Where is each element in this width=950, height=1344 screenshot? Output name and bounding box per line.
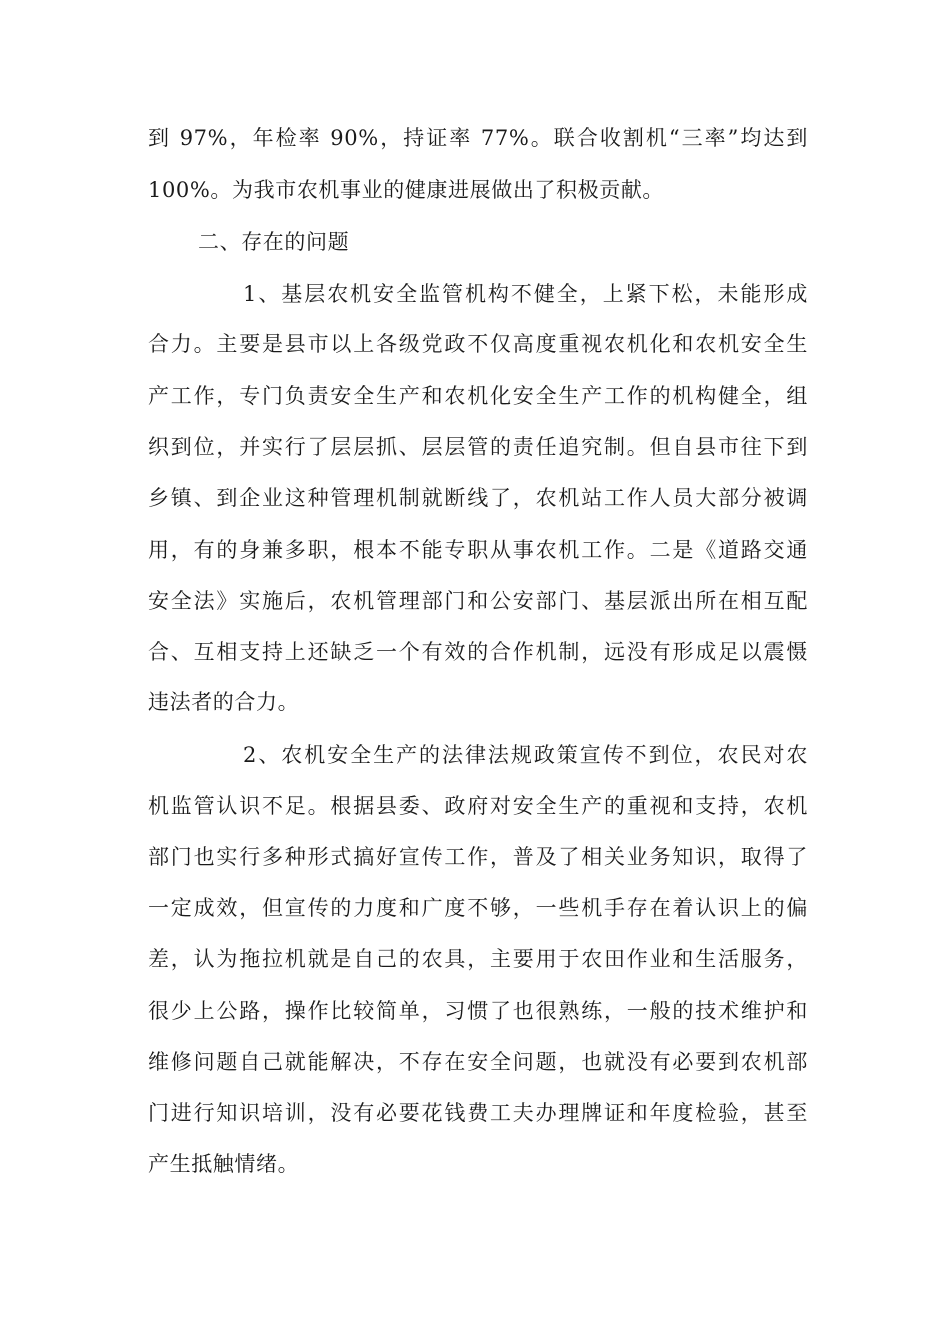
problem-1-line-2: 合力。主要是县市以上各级党政不仅高度重视农机化和农机安全生 — [148, 332, 808, 356]
intro-line-2: 100%。为我市农机事业的健康进展做出了积极贡献。 — [148, 178, 665, 202]
problem-2-line-8: 门进行知识培训，没有必要花钱费工夫办理牌证和年度检验，甚至 — [148, 1101, 808, 1125]
problem-1-line-5: 乡镇、到企业这种管理机制就断线了，农机站工作人员大部分被调 — [148, 486, 808, 510]
problem-2-line-7: 维修问题自己就能解决，不存在安全问题，也就没有必要到农机部 — [148, 1050, 808, 1074]
problem-1-line-3: 产工作，专门负责安全生产和农机化安全生产工作的机构健全，组 — [148, 384, 808, 408]
problem-2-line-6: 很少上公路，操作比较简单，习惯了也很熟练，一般的技术维护和 — [148, 999, 808, 1023]
section-heading: 二、存在的问题 — [198, 230, 350, 254]
problem-2-line-9: 产生抵触情绪。 — [148, 1152, 300, 1176]
problem-1-line-7: 安全法》实施后，农机管理部门和公安部门、基层派出所在相互配 — [148, 589, 808, 613]
problem-2-line-3: 部门也实行多种形式搞好宣传工作，普及了相关业务知识，取得了 — [148, 845, 808, 869]
problem-2-line-5: 差，认为拖拉机就是自己的农具，主要用于农田作业和生活服务， — [148, 947, 808, 971]
problem-2-line-4: 一定成效，但宣传的力度和广度不够，一些机手存在着认识上的偏 — [148, 896, 808, 920]
problem-1-line-8: 合、互相支持上还缺乏一个有效的合作机制，远没有形成足以震慑 — [148, 640, 808, 664]
problem-1-line-1: 1、基层农机安全监管机构不健全，上紧下松，未能形成 — [243, 282, 808, 306]
problem-2-line-1: 2、农机安全生产的法律法规政策宣传不到位，农民对农 — [243, 743, 808, 767]
problem-2-line-2: 机监管认识不足。根据县委、政府对安全生产的重视和支持，农机 — [148, 794, 808, 818]
problem-1-line-4: 织到位，并实行了层层抓、层层管的责任追究制。但自县市往下到 — [148, 435, 808, 459]
problem-1-line-6: 用，有的身兼多职，根本不能专职从事农机工作。二是《道路交通 — [148, 538, 808, 562]
intro-line-1: 到 97%，年检率 90%，持证率 77%。联合收割机“三率”均达到 — [148, 126, 808, 150]
problem-1-line-9: 违法者的合力。 — [148, 690, 300, 714]
